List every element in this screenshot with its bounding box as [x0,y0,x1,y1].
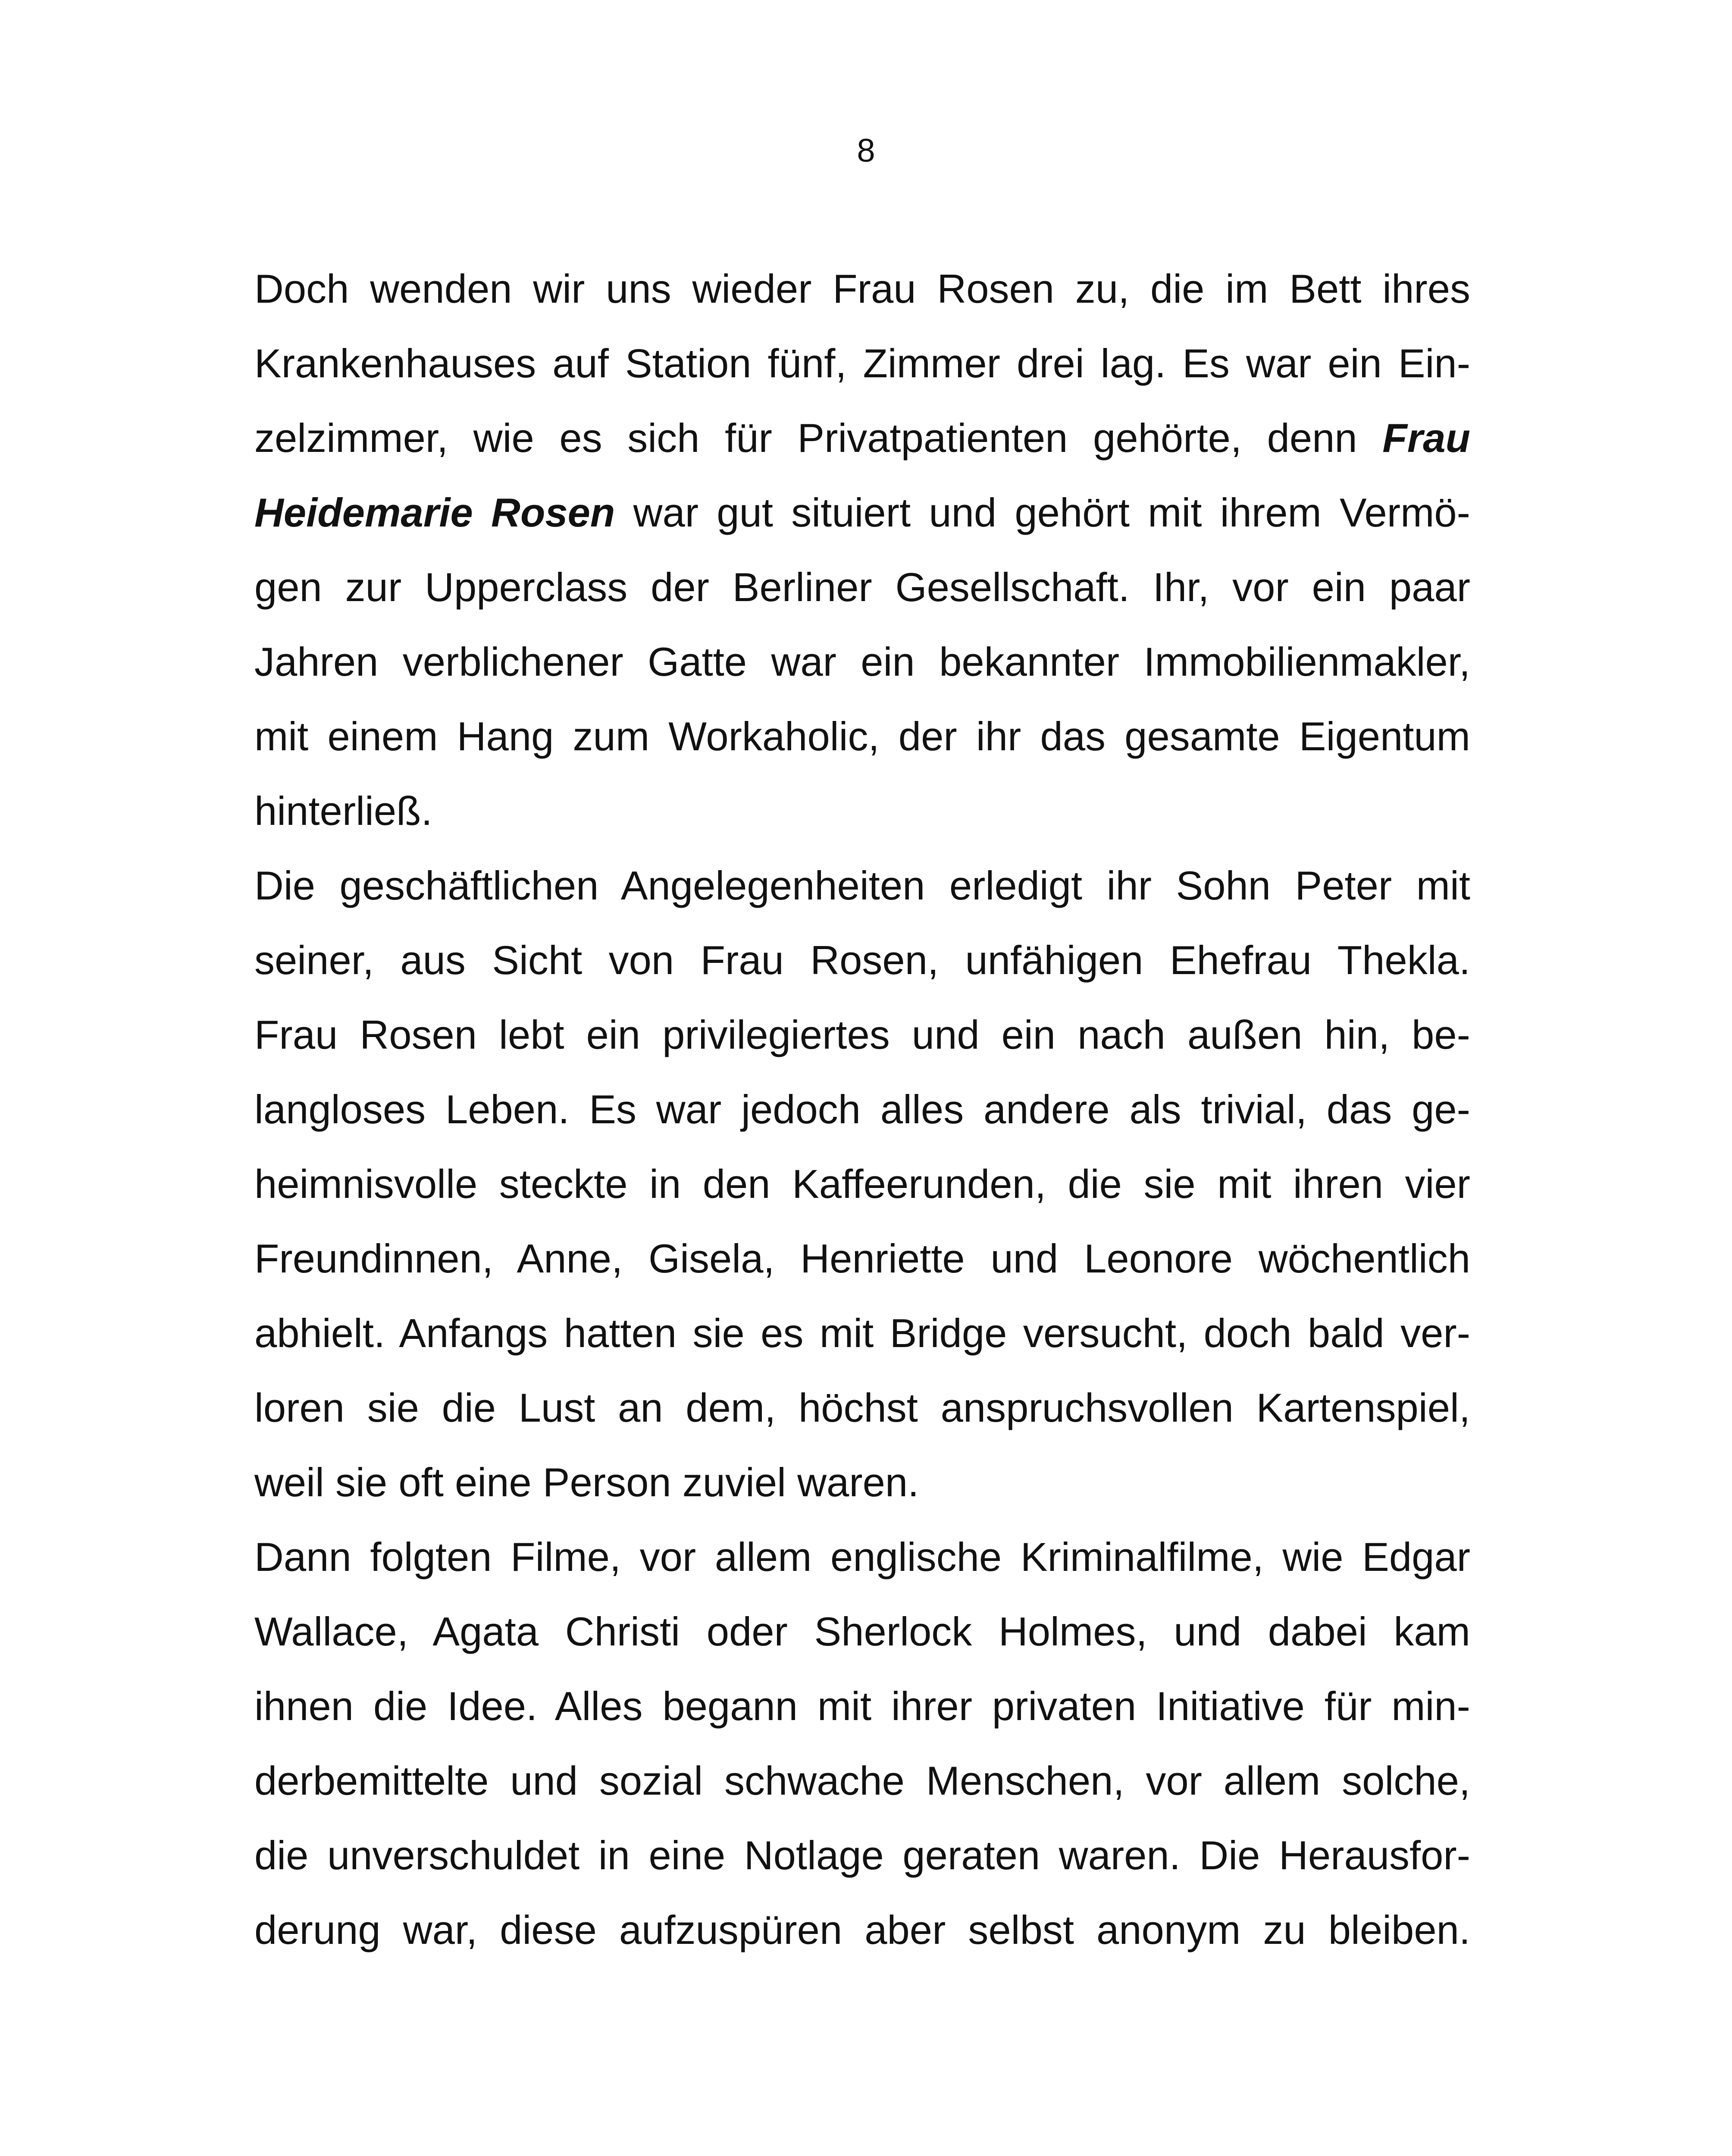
text-line [254,1445,1470,1520]
text-line [254,1147,1470,1221]
text-segment: derbemittelte und sozial schwache Menschen, vor allem solche, [254,1758,1470,1803]
text-segment: Die geschäftlichen Angelegenheiten erledigt ihr Sohn Peter mit [254,863,1470,908]
text-segment: mit einem Hang zum Workaholic, der ihr das gesamte Eigentum [254,714,1470,759]
text-segment: abhielt. Anfangs hatten sie es mit Bridge versucht, doch bald ver- [254,1310,1470,1356]
text-line [254,1370,1470,1445]
text-segment: zelzimmer, wie es sich für Privatpatienten gehörte, denn [254,415,1383,461]
emphasized-text: Frau [1382,415,1470,461]
text-segment: Wallace, Agata Christi oder Sherlock Holmes, und dabei kam [254,1609,1470,1654]
text-line [254,1296,1470,1370]
text-segment: Frau Rosen lebt ein privilegiertes und ein nach außen hin, be- [254,1012,1470,1057]
text-line [254,401,1470,475]
text-segment: die unverschuldet in eine Notlage geraten waren. Die Herausfor- [254,1833,1470,1878]
text-segment: loren sie die Lust an dem, höchst anspruchsvollen Kartenspiel, [254,1385,1470,1430]
text-segment: derung war, diese aufzuspüren aber selbst anonym zu bleiben. [254,1907,1470,1952]
text-segment: Dann folgten Filme, vor allem englische Kriminalfilme, wie Edgar [254,1534,1470,1579]
text-segment: langloses Leben. Es war jedoch alles andere als trivial, das ge- [254,1087,1470,1132]
text-line [254,1594,1470,1669]
text-line [254,1893,1470,1967]
text-segment: seiner, aus Sicht von Frau Rosen, unfähigen Ehefrau Thekla. [254,937,1470,983]
text-line [254,624,1470,699]
text-segment: Krankenhauses auf Station fünf, Zimmer drei lag. Es war ein Ein- [254,341,1470,386]
text-line [254,475,1470,550]
page-number: 8 [857,132,875,169]
emphasized-text: Heidemarie Rosen [254,490,615,535]
text-segment: ihnen die Idee. Alles begann mit ihrer privaten Initiative für min- [254,1683,1470,1729]
text-line [254,1818,1470,1893]
text-line [254,1669,1470,1743]
text-line [254,699,1470,774]
text-line [254,774,1470,848]
text-line [254,251,1470,326]
body-text [254,251,1470,1967]
text-line [254,1520,1470,1594]
text-line [254,848,1470,923]
text-line [254,326,1470,401]
text-segment: gen zur Upperclass der Berliner Gesellschaft. Ihr, vor ein paar [254,564,1470,610]
text-line [254,1743,1470,1818]
text-segment: weil sie oft eine Person zuviel waren. [254,1460,919,1505]
text-segment: Doch wenden wir uns wieder Frau Rosen zu, die im Bett ihres [254,266,1470,311]
text-line [254,1221,1470,1296]
text-line [254,550,1470,624]
text-segment: hinterließ. [254,788,432,834]
text-segment: Freundinnen, Anne, Gisela, Henriette und Leonore wöchentlich [254,1236,1470,1281]
text-line [254,1072,1470,1147]
text-segment: Jahren verblichener Gatte war ein bekannter Immobilienmakler, [254,639,1470,684]
text-line [254,923,1470,997]
text-segment: heimnisvolle steckte in den Kaffeerunden, die sie mit ihren vier [254,1161,1470,1206]
text-segment: war gut situiert und gehört mit ihrem Vermö- [615,490,1470,535]
text-line [254,997,1470,1072]
